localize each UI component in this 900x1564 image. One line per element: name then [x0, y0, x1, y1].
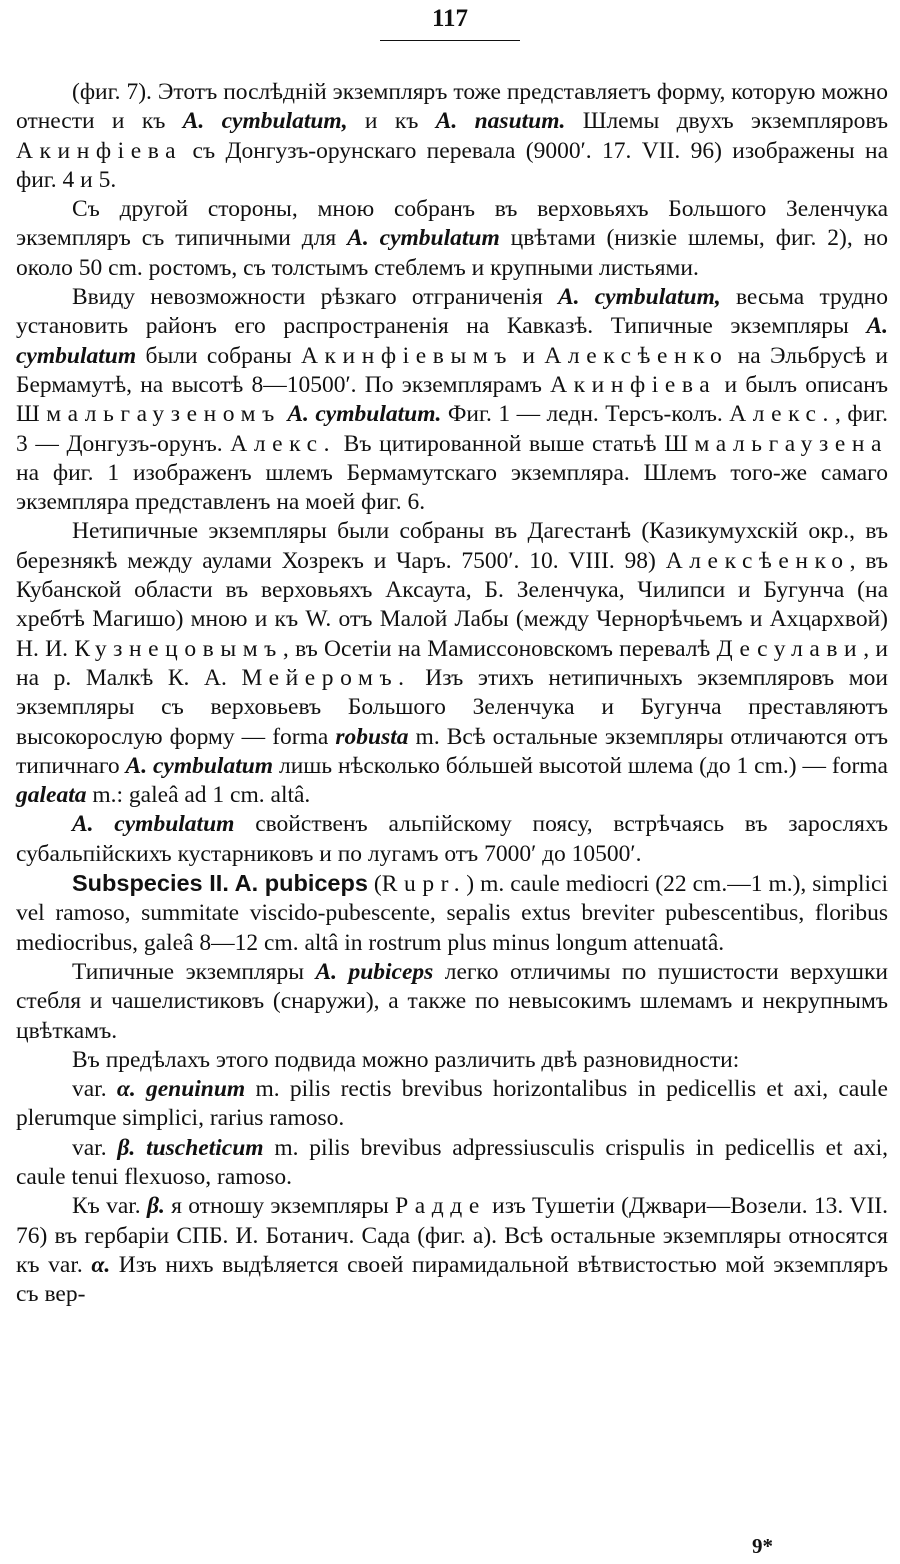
person-name: Алексѣенко — [544, 342, 729, 369]
person-name: Радде — [395, 1193, 486, 1220]
person-name: Алекс. — [230, 430, 337, 457]
person-name: Акинфіева — [16, 137, 183, 164]
form-name: robusta — [335, 723, 409, 750]
text-run: m. Всѣ остальные экземпляры отличаются отъ типичнаго — [16, 723, 888, 779]
paragraph-7 — [16, 958, 888, 1046]
person-name: Мейеромъ. — [241, 664, 411, 691]
variety-name: α. — [91, 1251, 111, 1278]
text-run: свойственъ альпійскому поясу, встрѣчаясь въ заросляхъ субальпійскихъ кустарниковъ и по лугамъ отъ 7000′ до 10500′. — [16, 811, 889, 867]
person-name: Алекс. — [729, 401, 835, 428]
text-run: , и на р. Малкѣ К. А. — [16, 635, 888, 691]
paragraph-2 — [16, 195, 888, 283]
text-run: (фиг. 7). Этотъ послѣдній экземпляръ тоже представляетъ форму, которую можно отнести и къ — [16, 79, 888, 135]
text-run: и къ — [347, 108, 436, 135]
person-name: Rupr. — [381, 871, 467, 898]
text-run: var. — [72, 1134, 118, 1161]
text-run: Изъ этихъ нетипичныхъ экземпляровъ мои экземпляры съ верховьевъ Большого Зеленчука и Бугунча преставляютъ высокорослую форму — forma — [16, 664, 888, 750]
text-run: были собраны — [136, 342, 301, 369]
paragraph-5 — [16, 810, 888, 869]
form-name: galeata — [16, 782, 87, 809]
header-rule — [380, 40, 520, 41]
text-run: и — [513, 342, 545, 369]
paragraph-4 — [16, 517, 888, 810]
page-number: 117 — [431, 5, 469, 32]
species-name: A. pubiceps — [315, 958, 434, 985]
paragraph-8 — [16, 1046, 888, 1075]
variety-name: β. — [146, 1193, 165, 1220]
text-run: Нетипичные экземпляры были собраны въ Дагестанѣ (Казикумухскій окр., въ березнякѣ между аулами Хозрекъ и Чаръ. 7500′. 10. VIII. 98) — [16, 518, 888, 574]
variety-name: α. genuinum — [116, 1076, 246, 1103]
text-run: Шлемы двухъ экземпляровъ — [565, 108, 888, 135]
person-name: Десулави — [716, 635, 864, 662]
text-run: ) m. caule mediocri (22 cm.—1 m.), simplici vel ramoso, summitate viscido-pubescente, sepalis extus breviter pubescentibus, floribus mediocribus, galeâ 8—12 cm. altâ in rostrum plus minus longum attenuatâ. — [16, 871, 889, 956]
text-run: я отношу экземпляры — [164, 1193, 396, 1220]
species-name: A. cymbulatum — [125, 752, 274, 779]
person-name: Акинфіева — [550, 371, 717, 398]
person-name: Кузнецовымъ — [74, 635, 283, 662]
person-name: Шмальгаузеномъ — [16, 401, 281, 428]
text-run: m. pilis rectis brevibus horizontalibus in pedicellis et axi, caule plerumque simplici, rarius ramoso. — [16, 1076, 888, 1132]
text-run: съ Донгузъ-орунскаго перевала (9000′. 17. VII. 96) изображены на фиг. 4 и 5. — [16, 137, 888, 193]
species-name: A. nasutum. — [435, 108, 566, 135]
text-run: Съ другой стороны, мною собранъ въ верховьяхъ Большого Зеленчука экземпляръ съ типичными для — [16, 196, 888, 252]
text-run: , фиг. 3 — Донгузъ-орунъ. — [16, 401, 889, 457]
paragraph-6 — [16, 869, 888, 958]
text-run: Ввиду невозможности рѣзкаго отграниченія — [72, 284, 558, 311]
paragraph-10 — [16, 1134, 888, 1193]
person-name: Алексѣенко — [665, 547, 850, 574]
text-run: лишь нѣсколько бóльшей высотой шлема (до 1 cm.) — forma — [273, 752, 888, 779]
person-name: Акинфіевымъ — [301, 342, 514, 369]
subspecies-heading: Subspecies II. A. pubiceps — [72, 870, 368, 897]
paragraph-11 — [16, 1192, 888, 1309]
text-run: m.: galeâ ad 1 cm. altâ. — [86, 782, 311, 809]
species-name: A. cymbulatum, — [182, 108, 348, 135]
text-run: Къ var. — [72, 1193, 147, 1220]
body-text — [16, 78, 888, 1309]
species-name: A. cymbulatum — [16, 313, 888, 369]
text-run: на фиг. 1 изображенъ шлемъ Бермамутскаго экземпляра. Шлемъ того-же самаго экземпляра представленъ на моей фиг. 6. — [16, 459, 888, 516]
paragraph-9 — [16, 1075, 888, 1134]
text-run: m. pilis brevibus adpressiusculis crispulis in pedicellis et axi, caule tenui flexuoso, ramoso. — [16, 1134, 888, 1190]
species-name: A. cymbulatum — [72, 811, 235, 838]
text-run: Въ цитированной выше статьѣ — [336, 430, 665, 457]
paragraph-1 — [16, 78, 888, 195]
text-run: var. — [72, 1076, 117, 1103]
text-run: Изъ нихъ выдѣляется своей пирамидальной вѣтвистостью мой экземпляръ съ вер- — [16, 1251, 888, 1308]
text-run: на Эльбрусѣ и Бермамутѣ, на высотѣ 8—10500′. По экземплярамъ — [16, 342, 889, 398]
variety-name: β. tuscheticum — [117, 1134, 264, 1161]
paragraph-3 — [16, 283, 888, 517]
text-run: , въ Осетіи на Мамиссоновскомъ перевалѣ — [282, 635, 717, 662]
species-name: A. cymbulatum, — [557, 284, 721, 311]
species-name: A. cymbulatum. — [287, 401, 442, 428]
text-run: Въ предѣлахъ этого подвида можно различить двѣ разновидности: — [72, 1046, 740, 1073]
text-run: легко отличимы по пушистости верхушки стебля и чашелистиковъ (снаружи), а также по невысокимъ шлемамъ и некрупнымъ цвѣткамъ. — [16, 958, 888, 1044]
text-run: ( — [367, 871, 382, 898]
text-run: изъ Тушетіи (Джвари—Возели. 13. VII. 76) въ гербаріи СПБ. И. Ботанич. Сада (фиг. а). Всѣ остальные экземпляры относятся къ var. — [16, 1193, 888, 1278]
text-run: и былъ описанъ — [716, 371, 889, 398]
person-name: Шмальгаузена — [664, 430, 888, 457]
text-run: , въ Кубанской области въ верховьяхъ Аксаута, Б. Зеленчука, Чилипси и Бугунча (на хребтѣ Магишо) мною и къ W. отъ Малой Лабы (между Чернорѣчьемъ и Ахцархвой) Н. И. — [16, 547, 888, 662]
text-run: весьма трудно установить районъ его распространенія на Кавказѣ. Типичные экземпляры — [16, 284, 889, 340]
signature-mark: 9* — [752, 1534, 773, 1558]
text-run: Фиг. 1 — ледн. Терсъ-колъ. — [441, 401, 730, 428]
text-run: цвѣтами (низкіе шлемы, фиг. 2), но около 50 cm. ростомъ, съ толстымъ стеблемъ и крупными листьями. — [16, 225, 888, 281]
text-run: Типичные экземпляры — [72, 958, 316, 985]
species-name: A. cymbulatum — [347, 225, 500, 252]
